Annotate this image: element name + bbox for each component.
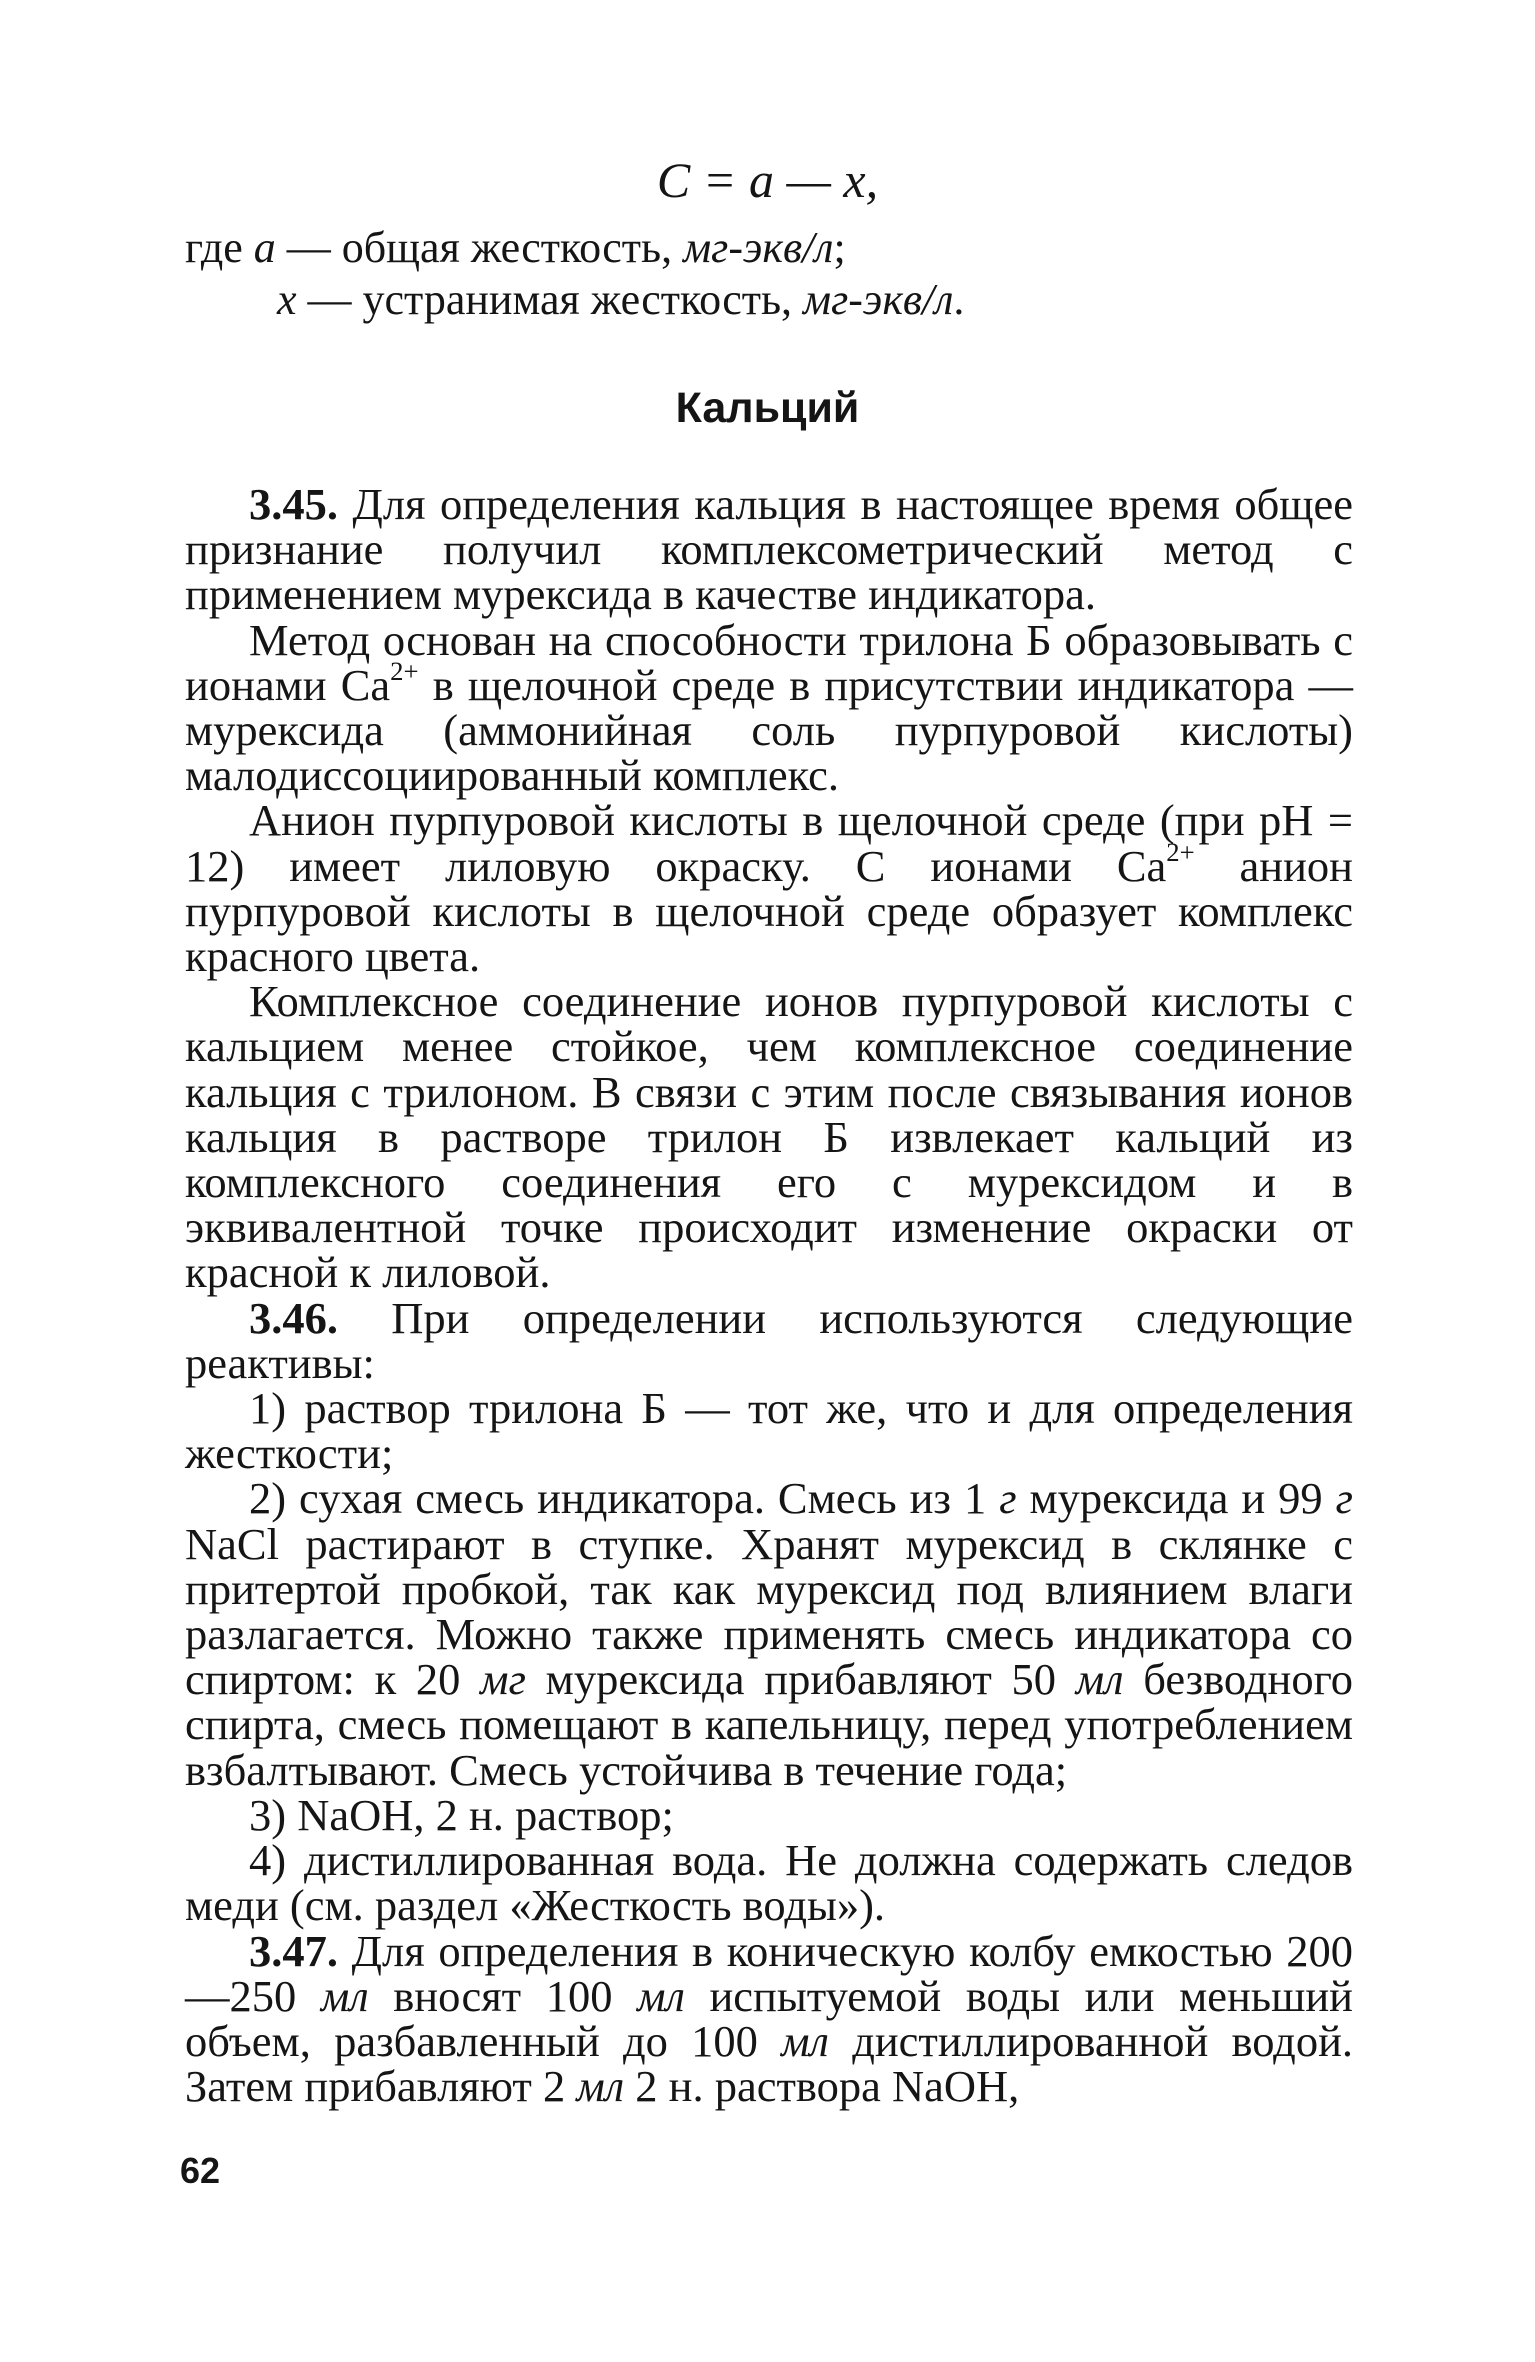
paragraph-3-45: [185, 479, 1353, 620]
unit: г: [999, 1473, 1017, 1524]
paragraph-number: 3.46.: [249, 1292, 338, 1343]
def-prefix: где: [185, 223, 254, 272]
unit: мл: [781, 2015, 829, 2066]
paragraph-3-47: [185, 1925, 1354, 2112]
definition-x: [185, 274, 964, 326]
paragraph-number: 3.47.: [249, 1925, 338, 1976]
paragraph-text: безводного спирта, смесь помещают в капельницу, перед употреблением взбалтывают. Смесь устойчива в течение года;: [185, 1654, 1354, 1795]
unit: мл: [1075, 1654, 1124, 1705]
def-var-x: x: [277, 275, 297, 324]
unit: мл: [320, 1970, 369, 2021]
reagent-4: 4) дистиллированная вода. Не должна содержать следов меди (см. раздел «Жесткость воды»).: [185, 1835, 1353, 1931]
superscript: 2+: [1166, 836, 1195, 867]
paragraph-text: Для определения в коническую колбу емкостью 200—250: [185, 1925, 1353, 2021]
paragraph-text: Анион пурпуровой кислоты в щелочной среде (при pH = 12) имеет лиловую окраску. С ионами Ca: [185, 795, 1353, 891]
superscript: 2+: [390, 655, 419, 686]
formula: C = a — x,: [656, 152, 879, 208]
paragraph-text: мурексида прибавляют 50: [525, 1654, 1076, 1705]
unit: мл: [576, 2061, 625, 2112]
paragraph-text: 2 н. раствора NaOH,: [624, 2061, 1020, 2112]
unit: мл: [637, 1970, 685, 2021]
paragraph-text: вносят 100: [368, 1970, 638, 2021]
reagent-3: 3) NaOH, 2 н. раствор;: [249, 1789, 674, 1840]
definitions: [185, 222, 964, 326]
paragraph-text: дистиллированной водой. Затем прибавляют 2: [185, 2015, 1354, 2112]
paragraph-text: Метод основан на способности трилона Б образовывать с ионами Ca: [185, 614, 1353, 710]
reagent-1: 1) раствор трилона Б — тот же, что и для определения жесткости;: [185, 1383, 1353, 1479]
definition-a: [185, 222, 964, 274]
paragraph-text: испытуемой воды или меньший объем, разбавленный до 100: [185, 1970, 1354, 2066]
paragraph-text: Для определения кальция в настоящее время общее признание получил комплексометрический метод с применением мурексида в качестве индикатора.: [185, 479, 1353, 620]
paragraph-text: NaCl растирают в ступке. Хранят мурексид в склянке с притертой пробкой, так как мурексид под влиянием влаги разлагается. Можно также применять смесь индикатора со спиртом: к 20: [185, 1518, 1353, 1705]
paragraph-text: анион пурпуровой кислоты в щелочной среде образует комплекс красного цвета.: [185, 840, 1353, 982]
body-text: [185, 479, 1354, 2112]
def-text-x: — устранимая жесткость,: [296, 275, 804, 324]
paragraph-text: 2) сухая смесь индикатора. Смесь из 1: [249, 1473, 1000, 1524]
paragraph-number: 3.45.: [249, 479, 338, 529]
def-unit-a: мг-экв/л: [683, 223, 834, 272]
unit: мг: [480, 1654, 526, 1705]
def-end-a: ;: [833, 223, 846, 272]
paragraph-anion: [185, 795, 1353, 982]
paragraph-method: [185, 614, 1353, 801]
def-unit-x: мг-экв/л: [803, 275, 954, 324]
def-end-x: .: [953, 275, 965, 324]
paragraph-text: При определении используются следующие реактивы:: [185, 1292, 1353, 1388]
def-var-a: a: [253, 223, 276, 272]
def-text-a: — общая жесткость,: [275, 223, 684, 272]
unit: г: [1335, 1473, 1353, 1524]
paragraph-3-46: [185, 1292, 1353, 1388]
paragraph-complex: Комплексное соединение ионов пурпуровой кислоты с кальцием менее стойкое, чем комплексное соединение кальция с трилоном. В связи с этим после связывания ионов кальция в растворе трилон Б извлекает кальций из комплексного соединения его с мурексидом и в эквивалентной точке происходит изменение окраски от красной к лиловой.: [185, 976, 1353, 1298]
reagent-2: [185, 1473, 1354, 1795]
page-number: 62: [180, 2150, 221, 2191]
paragraph-text: в щелочной среде в присутствии индикатора — мурексида (аммонийная соль пурпуровой кислоты) малодиссоциированный комплекс.: [185, 659, 1353, 801]
section-heading: Кальций: [675, 384, 860, 432]
paragraph-text: мурексида и 99: [1016, 1473, 1336, 1524]
